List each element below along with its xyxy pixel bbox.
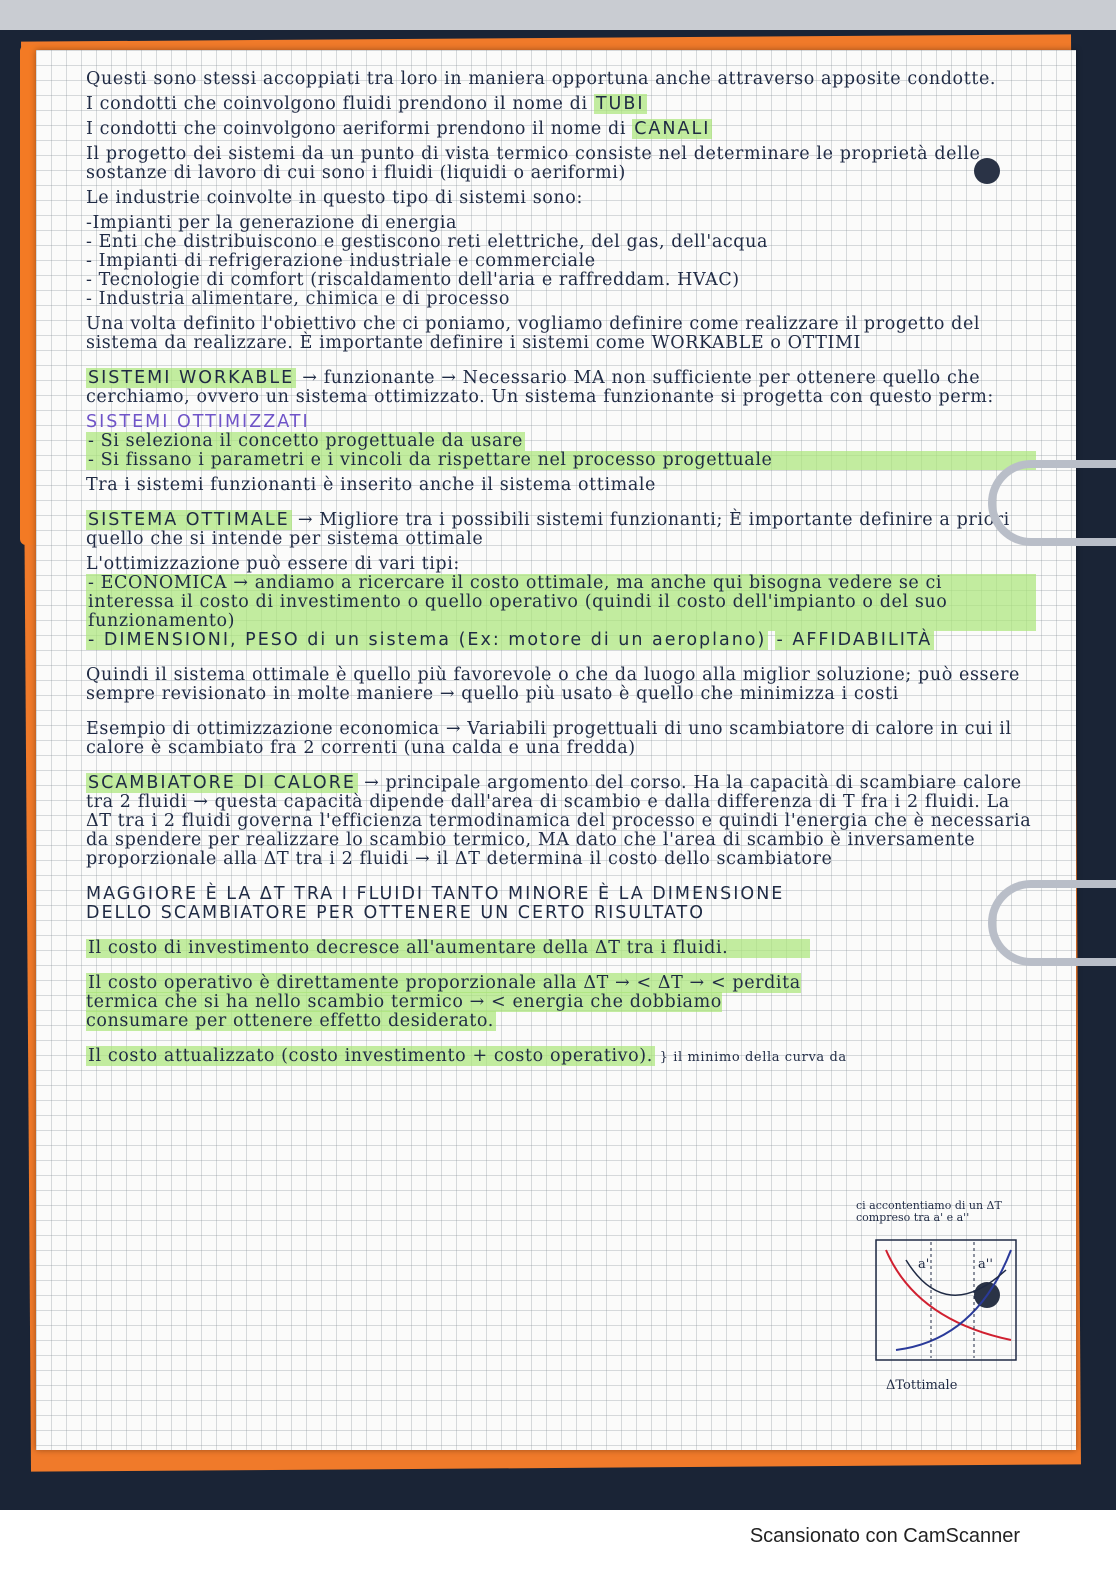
list-item: - Si fissano i parametri e i vincoli da rispettare nel processo progettuale: [86, 451, 1036, 470]
note-line: Il costo di investimento decresce all'aumentare della ΔT tra i fluidi.: [86, 939, 810, 958]
note-line: Il progetto dei sistemi da un punto di vista termico consiste nel determinare le proprietà delle sostanze di lavoro di cui sono i fluidi (liquidi o aeriformi): [86, 144, 981, 183]
list-item: - AFFIDABILITÀ: [776, 630, 933, 650]
heading-workable: SISTEMI WORKABLE: [88, 368, 295, 388]
graph-frame: [876, 1240, 1016, 1360]
note-line: Una volta definito l'obiettivo che ci poniamo, vogliamo definire come realizzare il progetto del sistema da realizzare. È importante definire i sistemi come WORKABLE o OTTIMI: [86, 314, 981, 353]
note-line: Le industrie coinvolte in questo tipo di sistemi sono:: [86, 188, 583, 208]
list-item: - Si seleziona il concetto progettuale da usare: [88, 431, 523, 451]
heading-ottimale: SISTEMA OTTIMALE: [88, 510, 290, 530]
list-item: - Enti che distribuiscono e gestiscono reti elettriche, del gas, dell'acqua: [86, 232, 768, 252]
note-line: Esempio di ottimizzazione economica → Variabili progettuali di uno scambiatore di calore in cui il calore è scambiato fra 2 correnti (una calda e una fredda): [86, 719, 1012, 758]
label-a1: a': [918, 1257, 930, 1272]
list-item: - Industria alimentare, chimica e di processo: [86, 289, 510, 309]
list-item: - ECONOMICA → andiamo a ricercare il costo ottimale, ma anche qui bisogna vedere se ci interessa il costo di investimento o quello operativo (quindi il costo dell'impianto o del suo funzionamento): [86, 574, 1036, 631]
note-line: Quindi il sistema ottimale è quello più favorevole o che da luogo alla miglior soluzione; può essere sempre revisionato in molte maniere → quello più usato è quello che minimizza i costi: [86, 665, 1021, 704]
binder-ring-top: [988, 460, 1116, 546]
graph-annotation: ci accontentiamo di un ΔT compreso tra a' e a'': [856, 1199, 1002, 1224]
label-a2: a'': [978, 1257, 993, 1272]
optimization-list: [86, 574, 1036, 656]
note-line: I condotti che coinvolgono fluidi prendono il nome di TUBI: [86, 94, 645, 114]
note-line: SISTEMI WORKABLE → funzionante → Necessario MA non sufficiente per ottenere quello che cerchiamo, ovvero un sistema ottimizzato. Un sistema funzionante si progetta con questo perm:: [86, 368, 994, 407]
delta-t-optimal-label: ΔTottimale: [886, 1378, 958, 1393]
highlight-tubi: TUBI: [595, 94, 645, 114]
list-item: - DIMENSIONI, PESO di un sistema (Ex: motore di un aeroplano): [88, 630, 767, 650]
note-line: SCAMBIATORE DI CALORE → principale argomento del corso. Ha la capacità di scambiare calore tra 2 fluidi → questa capacità dipende dall'area di scambio e dalla differenza di T fra i 2 fluidi. La ΔT tra i 2 fluidi governa l'efficienza termodinamica del processo e quindi l'energia che è necessaria da spendere per realizzare lo scambio termico, MA dato che l'area di scambio è inversamente proporzionale alla ΔT tra i 2 fluidi → il ΔT determina il costo dello scambiatore: [86, 773, 1032, 869]
camscanner-footer: Scansionato con CamScanner: [749, 1525, 1020, 1547]
note-line: I condotti che coinvolgono aeriformi prendono il nome di CANALI: [86, 119, 711, 139]
note-line: L'ottimizzazione può essere di vari tipi:: [86, 554, 460, 574]
list-item: -Impianti per la generazione di energia: [86, 213, 458, 233]
handwritten-notes: [86, 70, 1036, 1073]
note-line: Il costo operativo è direttamente proporzionale alla ΔT → < ΔT → < perdita termica che si ha nello scambio termico → < energia che dobbiamo consumare per ottenere effetto desiderato.: [86, 973, 801, 1031]
note-line: SISTEMA OTTIMALE → Migliore tra i possibili sistemi funzionanti; È importante definire a priori quello che si intende per sistema ottimale: [86, 510, 1010, 549]
industries-list: [86, 214, 1036, 309]
heading-scambiatore: SCAMBIATORE DI CALORE: [88, 773, 356, 793]
highlight-canali: CANALI: [634, 119, 711, 139]
note-line: MAGGIORE È LA ΔT TRA I FLUIDI TANTO MINORE È LA DIMENSIONE DELLO SCAMBIATORE PER OTTENERE UN CERTO RISULTATO: [86, 884, 785, 923]
heading-ottimizzati: SISTEMI OTTIMIZZATI: [86, 412, 310, 432]
list-item: - Tecnologie di comfort (riscaldamento dell'aria e raffreddam. HVAC): [86, 270, 740, 290]
list-item: - Impianti di refrigerazione industriale e commerciale: [86, 251, 596, 271]
note-line: Questi sono stessi accoppiati tra loro in maniera opportuna anche attraverso apposite condotte.: [86, 69, 997, 89]
notebook-page: [36, 50, 1076, 1450]
note-line: Il costo attualizzato (costo investimento + costo operativo). } il minimo della curva da: [88, 1046, 847, 1066]
cost-graph: [866, 1230, 1026, 1370]
scan-top-strip: [0, 0, 1116, 30]
binder-ring-bottom: [988, 880, 1116, 966]
note-line: Tra i sistemi funzionanti è inserito anche il sistema ottimale: [86, 475, 657, 495]
